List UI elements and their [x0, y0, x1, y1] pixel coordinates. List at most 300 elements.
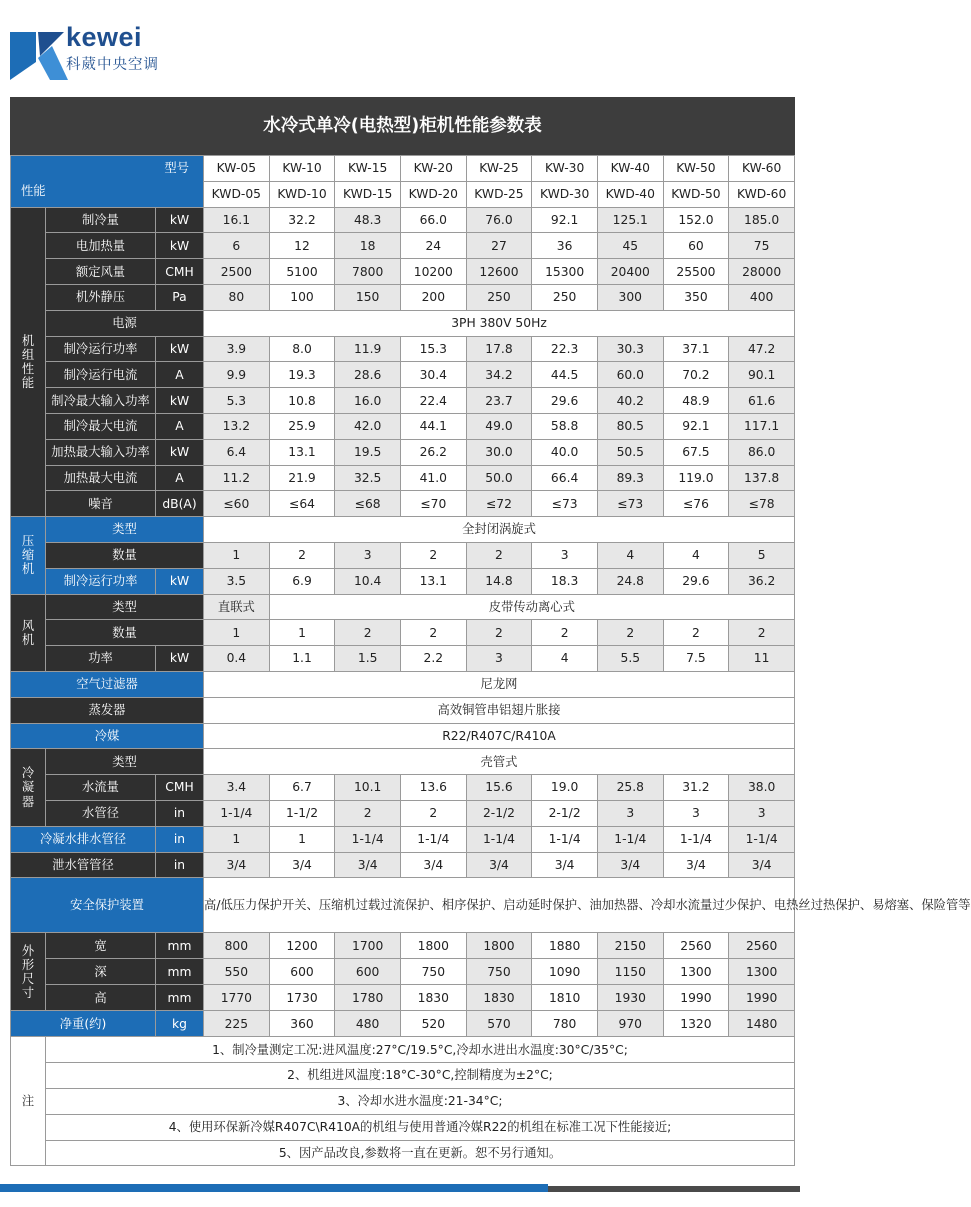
value-cell: 2560 — [663, 933, 729, 959]
table-row — [11, 985, 795, 1011]
value-cell: 1-1/4 — [335, 826, 401, 852]
value-cell: 1830 — [400, 985, 466, 1011]
value-cell: 86.0 — [729, 439, 795, 465]
value-cell: 1-1/4 — [532, 826, 598, 852]
param-unit: CMH — [156, 775, 204, 801]
compressor-label — [11, 517, 46, 594]
value-cell: 18 — [335, 233, 401, 259]
value-cell: 58.8 — [532, 413, 598, 439]
model-b-cell: KWD-60 — [729, 181, 795, 207]
value-cell: 22.4 — [400, 388, 466, 414]
value-cell: 24.8 — [597, 568, 663, 594]
value-cell: 23.7 — [466, 388, 532, 414]
table-row — [11, 1063, 795, 1089]
value-cell: 25500 — [663, 259, 729, 285]
param-name: 数量 — [46, 542, 204, 568]
value-cell: 1.5 — [335, 646, 401, 672]
value-cell: 29.6 — [663, 568, 729, 594]
value-cell: 1.1 — [269, 646, 335, 672]
value-cell: 100 — [269, 284, 335, 310]
param-name: 净重(约) — [11, 1011, 156, 1037]
param-value: 壳管式 — [204, 749, 795, 775]
param-name: 类型 — [46, 517, 204, 543]
value-cell: 1 — [269, 826, 335, 852]
table-row — [11, 620, 795, 646]
table-row — [11, 1140, 795, 1166]
value-cell: 2 — [400, 620, 466, 646]
value-cell: 48.3 — [335, 207, 401, 233]
value-cell: 520 — [400, 1011, 466, 1037]
value-cell: 16.0 — [335, 388, 401, 414]
value-cell: 5100 — [269, 259, 335, 285]
param-name: 蒸发器 — [11, 697, 204, 723]
value-cell: 970 — [597, 1011, 663, 1037]
value-cell: 0.4 — [204, 646, 270, 672]
value-cell: 600 — [335, 959, 401, 985]
value-cell: 1700 — [335, 933, 401, 959]
param-name: 宽 — [46, 933, 156, 959]
param-name: 制冷最大输入功率 — [46, 388, 156, 414]
brand-cn-name: 科葳中央空调 — [66, 57, 159, 73]
param-name: 深 — [46, 959, 156, 985]
value-cell: 152.0 — [663, 207, 729, 233]
note-item: 1、制冷量测定工况:进风温度:27°C/19.5°C,冷却水进出水温度:30°C/35°C; — [46, 1037, 795, 1063]
value-cell: 76.0 — [466, 207, 532, 233]
table-row — [11, 207, 795, 233]
value-cell: 15.6 — [466, 775, 532, 801]
param-name: 水管径 — [46, 800, 156, 826]
footer-bar-blue — [0, 1184, 548, 1192]
param-name: 电加热量 — [46, 233, 156, 259]
fan-label — [11, 594, 46, 671]
value-cell: 37.1 — [663, 336, 729, 362]
value-cell: 3/4 — [729, 852, 795, 878]
param-name: 电源 — [46, 310, 204, 336]
unit-section-label — [11, 207, 46, 517]
value-cell: 90.1 — [729, 362, 795, 388]
value-cell: 11.9 — [335, 336, 401, 362]
value-cell: 3/4 — [269, 852, 335, 878]
value-cell: ≤72 — [466, 491, 532, 517]
value-cell: 13.1 — [269, 439, 335, 465]
value-cell: 30.3 — [597, 336, 663, 362]
table-row — [11, 1114, 795, 1140]
value-cell: 225 — [204, 1011, 270, 1037]
value-cell: 48.9 — [663, 388, 729, 414]
value-cell: 4 — [532, 646, 598, 672]
value-cell: 11 — [729, 646, 795, 672]
table-row — [11, 284, 795, 310]
param-unit: kg — [156, 1011, 204, 1037]
table-row — [11, 439, 795, 465]
value-cell: 10200 — [400, 259, 466, 285]
value-cell: 1 — [204, 542, 270, 568]
value-cell: 10.8 — [269, 388, 335, 414]
value-cell: 12600 — [466, 259, 532, 285]
value-cell: 7.5 — [663, 646, 729, 672]
value-cell: 19.0 — [532, 775, 598, 801]
value-cell: 13.1 — [400, 568, 466, 594]
value-cell: 11.2 — [204, 465, 270, 491]
value-cell: 2560 — [729, 933, 795, 959]
value-cell: 92.1 — [663, 413, 729, 439]
value-cell: 24 — [400, 233, 466, 259]
value-cell: 3/4 — [204, 852, 270, 878]
value-cell: 28000 — [729, 259, 795, 285]
value-cell: 1-1/4 — [204, 800, 270, 826]
value-cell: 42.0 — [335, 413, 401, 439]
param-name: 加热最大输入功率 — [46, 439, 156, 465]
value-cell: 150 — [335, 284, 401, 310]
table-row — [11, 671, 795, 697]
value-cell: 2 — [663, 620, 729, 646]
value-cell: 1-1/4 — [729, 826, 795, 852]
footer-bar-gray — [548, 1186, 800, 1192]
param-unit: kW — [156, 439, 204, 465]
value-cell: 3 — [532, 542, 598, 568]
value-cell: 70.2 — [663, 362, 729, 388]
param-name: 制冷运行功率 — [46, 336, 156, 362]
value-cell: 1-1/4 — [663, 826, 729, 852]
spec-table — [10, 155, 971, 1166]
value-cell: ≤70 — [400, 491, 466, 517]
value-cell: 61.6 — [729, 388, 795, 414]
value-cell: 19.3 — [269, 362, 335, 388]
fan-text: 风机 — [21, 618, 35, 647]
value-cell: 250 — [532, 284, 598, 310]
value-cell: 2150 — [597, 933, 663, 959]
condenser-label — [11, 749, 46, 826]
value-cell: 6 — [204, 233, 270, 259]
value-cell: 45 — [597, 233, 663, 259]
value-cell: 10.1 — [335, 775, 401, 801]
value-cell: 185.0 — [729, 207, 795, 233]
header-corner — [11, 156, 204, 208]
value-cell: 1090 — [532, 959, 598, 985]
value-cell: 2 — [466, 542, 532, 568]
param-unit: kW — [156, 336, 204, 362]
param-unit: kW — [156, 207, 204, 233]
value-cell: 30.4 — [400, 362, 466, 388]
param-name: 高 — [46, 985, 156, 1011]
value-cell: ≤68 — [335, 491, 401, 517]
table-row — [11, 310, 795, 336]
condenser-text: 冷凝器 — [21, 766, 35, 809]
table-row — [11, 1011, 795, 1037]
value-cell: 800 — [204, 933, 270, 959]
param-name: 制冷最大电流 — [46, 413, 156, 439]
value-cell: 1730 — [269, 985, 335, 1011]
value-cell: 29.6 — [532, 388, 598, 414]
param-value: 直联式 — [204, 594, 270, 620]
value-cell: 3/4 — [335, 852, 401, 878]
value-cell: 60 — [663, 233, 729, 259]
value-cell: 480 — [335, 1011, 401, 1037]
value-cell: ≤73 — [532, 491, 598, 517]
value-cell: 89.3 — [597, 465, 663, 491]
value-cell: 3 — [597, 800, 663, 826]
value-cell: 4 — [663, 542, 729, 568]
value-cell: 34.2 — [466, 362, 532, 388]
table-row — [11, 594, 795, 620]
model-a-cell: KW-60 — [729, 156, 795, 182]
param-unit: CMH — [156, 259, 204, 285]
param-unit: A — [156, 413, 204, 439]
value-cell: 250 — [466, 284, 532, 310]
table-row — [11, 491, 795, 517]
value-cell: 31.2 — [663, 775, 729, 801]
param-unit: kW — [156, 233, 204, 259]
param-unit: in — [156, 852, 204, 878]
model-b-cell: KWD-50 — [663, 181, 729, 207]
value-cell: 3/4 — [400, 852, 466, 878]
value-cell: 2 — [729, 620, 795, 646]
value-cell: 3 — [729, 800, 795, 826]
value-cell: 80 — [204, 284, 270, 310]
value-cell: 21.9 — [269, 465, 335, 491]
value-cell: 780 — [532, 1011, 598, 1037]
value-cell: 1-1/2 — [269, 800, 335, 826]
model-b-cell: KWD-20 — [400, 181, 466, 207]
param-name: 泄水管管径 — [11, 852, 156, 878]
param-name: 空气过滤器 — [11, 671, 204, 697]
value-cell: 1830 — [466, 985, 532, 1011]
value-cell: 75 — [729, 233, 795, 259]
value-cell: 1200 — [269, 933, 335, 959]
value-cell: 67.5 — [663, 439, 729, 465]
dimensions-text: 外形尺寸 — [21, 943, 35, 1000]
value-cell: 44.1 — [400, 413, 466, 439]
value-cell: 14.8 — [466, 568, 532, 594]
table-row — [11, 775, 795, 801]
value-cell: 5 — [729, 542, 795, 568]
value-cell: 1-1/4 — [466, 826, 532, 852]
param-unit: mm — [156, 933, 204, 959]
param-unit: mm — [156, 959, 204, 985]
perf-label: 性能 — [21, 184, 46, 199]
value-cell: 20400 — [597, 259, 663, 285]
value-cell: 36 — [532, 233, 598, 259]
model-a-cell: KW-40 — [597, 156, 663, 182]
value-cell: 3.9 — [204, 336, 270, 362]
value-cell: 4 — [597, 542, 663, 568]
value-cell: 3.4 — [204, 775, 270, 801]
table-row — [11, 826, 795, 852]
value-cell: 66.4 — [532, 465, 598, 491]
table-row — [11, 723, 795, 749]
table-row — [11, 933, 795, 959]
note-item: 4、使用环保新冷媒R407C\R410A的机组与使用普通冷媒R22的机组在标准工况下性能接近; — [46, 1114, 795, 1140]
param-name: 机外静压 — [46, 284, 156, 310]
value-cell: 400 — [729, 284, 795, 310]
model-b-cell: KWD-40 — [597, 181, 663, 207]
value-cell: 1930 — [597, 985, 663, 1011]
param-name: 类型 — [46, 749, 204, 775]
value-cell: 1320 — [663, 1011, 729, 1037]
value-cell: 3/4 — [663, 852, 729, 878]
param-value: 皮带传动离心式 — [269, 594, 794, 620]
value-cell: 1 — [204, 826, 270, 852]
value-cell: 47.2 — [729, 336, 795, 362]
value-cell: 10.4 — [335, 568, 401, 594]
model-a-cell: KW-30 — [532, 156, 598, 182]
value-cell: 2 — [400, 542, 466, 568]
value-cell: 119.0 — [663, 465, 729, 491]
value-cell: 1770 — [204, 985, 270, 1011]
value-cell: 1300 — [729, 959, 795, 985]
value-cell: 15.3 — [400, 336, 466, 362]
value-cell: 17.8 — [466, 336, 532, 362]
value-cell: 1 — [269, 620, 335, 646]
value-cell: 27 — [466, 233, 532, 259]
value-cell: 200 — [400, 284, 466, 310]
value-cell: 40.2 — [597, 388, 663, 414]
value-cell: 50.0 — [466, 465, 532, 491]
value-cell: 50.5 — [597, 439, 663, 465]
table-row — [11, 959, 795, 985]
value-cell: 600 — [269, 959, 335, 985]
value-cell: 25.9 — [269, 413, 335, 439]
value-cell: 1800 — [400, 933, 466, 959]
model-a-cell: KW-10 — [269, 156, 335, 182]
value-cell: 3/4 — [597, 852, 663, 878]
value-cell: 60.0 — [597, 362, 663, 388]
table-row — [11, 388, 795, 414]
value-cell: ≤64 — [269, 491, 335, 517]
param-unit: in — [156, 800, 204, 826]
value-cell: 44.5 — [532, 362, 598, 388]
table-row — [11, 336, 795, 362]
param-unit: kW — [156, 388, 204, 414]
value-cell: 22.3 — [532, 336, 598, 362]
table-row — [11, 1088, 795, 1114]
table-row — [11, 465, 795, 491]
value-cell: 360 — [269, 1011, 335, 1037]
table-row — [11, 1037, 795, 1063]
value-cell: 137.8 — [729, 465, 795, 491]
value-cell: 2500 — [204, 259, 270, 285]
param-unit: Pa — [156, 284, 204, 310]
value-cell: 2 — [466, 620, 532, 646]
table-row — [11, 646, 795, 672]
value-cell: 16.1 — [204, 207, 270, 233]
param-name: 制冷量 — [46, 207, 156, 233]
model-b-cell: KWD-30 — [532, 181, 598, 207]
value-cell: 2 — [400, 800, 466, 826]
param-name: 冷凝水排水管径 — [11, 826, 156, 852]
value-cell: 750 — [400, 959, 466, 985]
value-cell: 125.1 — [597, 207, 663, 233]
param-name: 额定风量 — [46, 259, 156, 285]
page-title: 水冷式单冷(电热型)柜机性能参数表 — [10, 97, 795, 155]
dimensions-label — [11, 933, 46, 1011]
table-row — [11, 568, 795, 594]
value-cell: 2 — [335, 800, 401, 826]
table-row — [11, 878, 795, 933]
param-value: 尼龙网 — [204, 671, 795, 697]
value-cell: 750 — [466, 959, 532, 985]
value-cell: 6.9 — [269, 568, 335, 594]
value-cell: 2 — [597, 620, 663, 646]
value-cell: 3 — [663, 800, 729, 826]
value-cell: 1810 — [532, 985, 598, 1011]
table-row — [11, 156, 795, 182]
value-cell: 1300 — [663, 959, 729, 985]
value-cell: 2 — [269, 542, 335, 568]
model-a-cell: KW-15 — [335, 156, 401, 182]
value-cell: 5.5 — [597, 646, 663, 672]
table-row — [11, 413, 795, 439]
param-name: 制冷运行功率 — [46, 568, 156, 594]
value-cell: 30.0 — [466, 439, 532, 465]
value-cell: 1990 — [663, 985, 729, 1011]
value-cell: 2-1/2 — [532, 800, 598, 826]
value-cell: ≤78 — [729, 491, 795, 517]
param-unit: mm — [156, 985, 204, 1011]
value-cell: 32.5 — [335, 465, 401, 491]
param-name: 功率 — [46, 646, 156, 672]
param-name: 噪音 — [46, 491, 156, 517]
value-cell: 7800 — [335, 259, 401, 285]
table-row — [11, 697, 795, 723]
value-cell: ≤76 — [663, 491, 729, 517]
compressor-text: 压缩机 — [21, 534, 35, 577]
value-cell: 2.2 — [400, 646, 466, 672]
param-unit: dB(A) — [156, 491, 204, 517]
table-row — [11, 749, 795, 775]
value-cell: 8.0 — [269, 336, 335, 362]
value-cell: 1880 — [532, 933, 598, 959]
table-row — [11, 233, 795, 259]
value-cell: 1 — [204, 620, 270, 646]
value-cell: 2 — [532, 620, 598, 646]
param-name: 加热最大电流 — [46, 465, 156, 491]
model-b-cell: KWD-10 — [269, 181, 335, 207]
value-cell: 117.1 — [729, 413, 795, 439]
value-cell: 92.1 — [532, 207, 598, 233]
value-cell: 5.3 — [204, 388, 270, 414]
model-b-cell: KWD-25 — [466, 181, 532, 207]
value-cell: 13.6 — [400, 775, 466, 801]
value-cell: 32.2 — [269, 207, 335, 233]
value-cell: 28.6 — [335, 362, 401, 388]
value-cell: 3.5 — [204, 568, 270, 594]
value-cell: 1780 — [335, 985, 401, 1011]
value-cell: 6.4 — [204, 439, 270, 465]
param-name: 冷媒 — [11, 723, 204, 749]
model-label: 型号 — [164, 161, 190, 176]
value-cell: 1800 — [466, 933, 532, 959]
note-item: 5、因产品改良,参数将一直在更新。恕不另行通知。 — [46, 1140, 795, 1166]
value-cell: 1990 — [729, 985, 795, 1011]
brand-name: kewei — [66, 22, 143, 52]
table-row — [11, 259, 795, 285]
table-row — [11, 517, 795, 543]
model-a-cell: KW-20 — [400, 156, 466, 182]
table-row — [11, 362, 795, 388]
value-cell: 41.0 — [400, 465, 466, 491]
value-cell: 1-1/4 — [400, 826, 466, 852]
value-cell: 25.8 — [597, 775, 663, 801]
param-unit: in — [156, 826, 204, 852]
value-cell: 26.2 — [400, 439, 466, 465]
value-cell: 49.0 — [466, 413, 532, 439]
value-cell: 1-1/4 — [597, 826, 663, 852]
param-name: 类型 — [46, 594, 204, 620]
value-cell: ≤60 — [204, 491, 270, 517]
value-cell: 13.2 — [204, 413, 270, 439]
value-cell: 3/4 — [532, 852, 598, 878]
